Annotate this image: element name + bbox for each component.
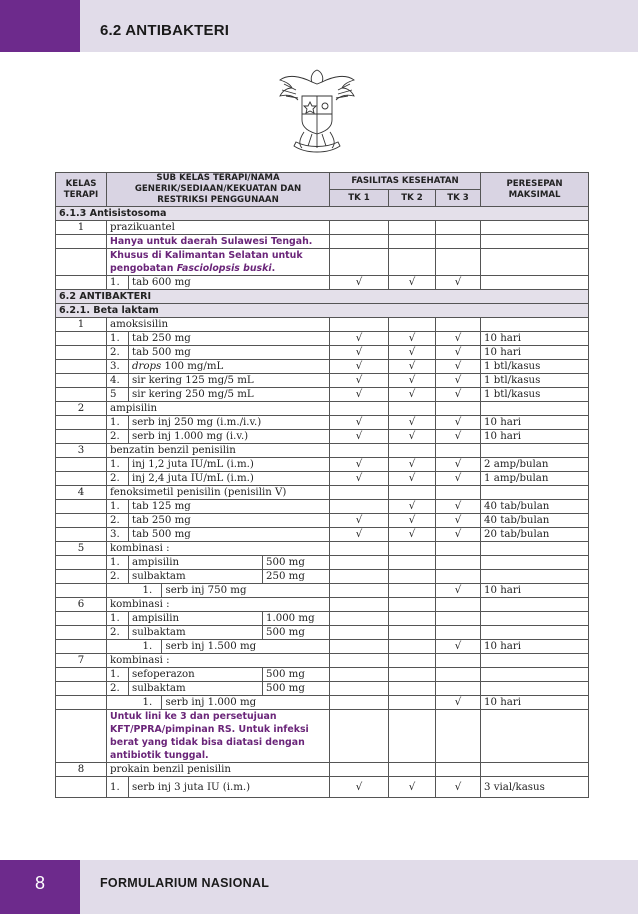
table-cell (330, 682, 389, 696)
table-cell: 10 hari (481, 346, 589, 360)
table-row (56, 682, 589, 696)
table-cell (436, 710, 481, 763)
table-cell: serb inj 1.000 mg (i.v.) (129, 430, 330, 444)
table-cell: 2. (107, 472, 129, 486)
table-cell (436, 444, 481, 458)
check-mark: √ (389, 346, 436, 360)
garuda-emblem-icon (272, 62, 362, 158)
table-cell: ampisilin (129, 612, 263, 626)
table-cell: 10 hari (481, 430, 589, 444)
table-cell (389, 402, 436, 416)
check-mark: √ (330, 416, 389, 430)
table-cell: 5 (56, 542, 107, 556)
table-cell: 1. (107, 777, 129, 798)
table-cell: 6.1.3 Antisistosoma (56, 207, 589, 221)
header-sub-kelas: SUB KELAS TERAPI/NAMA GENERIK/SEDIAAN/KEKUATAN DAN RESTRIKSI PENGGUNAAN (107, 173, 330, 207)
check-mark: √ (389, 276, 436, 290)
table-cell: 4 (56, 486, 107, 500)
table-cell: 2. (107, 430, 129, 444)
table-cell (389, 221, 436, 235)
table-cell: kombinasi : (107, 598, 330, 612)
table-cell: tab 500 mg (129, 346, 330, 360)
table-row (56, 402, 589, 416)
table-cell (481, 668, 589, 682)
table-cell (436, 221, 481, 235)
table-row (56, 640, 589, 654)
kelas-no: 1 (56, 221, 107, 235)
table-cell (436, 402, 481, 416)
table-cell: ampisilin (107, 402, 330, 416)
table-cell (436, 668, 481, 682)
check-mark: √ (436, 388, 481, 402)
check-mark: √ (436, 430, 481, 444)
table-cell: 3 (56, 444, 107, 458)
table-cell (330, 763, 389, 777)
table-cell: sir kering 125 mg/5 mL (129, 374, 330, 388)
table-cell (389, 763, 436, 777)
check-mark: √ (389, 528, 436, 542)
header-peresepan: PERESEPAN MAKSIMAL (481, 173, 589, 207)
table-cell: 6 (56, 598, 107, 612)
table-cell: benzatin benzil penisilin (107, 444, 330, 458)
table-cell: 1 btl/kasus (481, 374, 589, 388)
table-row (56, 249, 589, 276)
table-cell (107, 640, 129, 654)
table-cell (389, 235, 436, 249)
table-row (56, 430, 589, 444)
table-cell (389, 249, 436, 276)
table-cell (481, 486, 589, 500)
section-row (56, 290, 589, 304)
table-row (56, 458, 589, 472)
table-cell: ampisilin (129, 556, 263, 570)
table-cell (56, 458, 107, 472)
table-cell (436, 598, 481, 612)
drug-name: prazikuantel (107, 221, 330, 235)
table-cell (481, 763, 589, 777)
table-cell: sir kering 250 mg/5 mL (129, 388, 330, 402)
check-mark: √ (436, 500, 481, 514)
table-cell (481, 444, 589, 458)
table-cell: 1. (107, 458, 129, 472)
table-cell (436, 318, 481, 332)
table-cell (389, 626, 436, 640)
table-cell: 6.2.1. Beta laktam (56, 304, 589, 318)
table-cell (56, 388, 107, 402)
table-cell (56, 235, 107, 249)
check-mark: √ (436, 777, 481, 798)
table-cell (389, 444, 436, 458)
table-cell (330, 668, 389, 682)
header-bar (0, 0, 638, 52)
table-cell (107, 696, 129, 710)
table-cell (56, 612, 107, 626)
check-mark: √ (436, 640, 481, 654)
check-mark: √ (436, 514, 481, 528)
check-mark: √ (389, 360, 436, 374)
table-row (56, 777, 589, 798)
table-row (56, 388, 589, 402)
table-cell (481, 682, 589, 696)
check-mark: √ (436, 584, 481, 598)
table-cell: inj 2,4 juta IU/mL (i.m.) (129, 472, 330, 486)
table-cell (389, 654, 436, 668)
table-cell (481, 402, 589, 416)
check-mark: √ (389, 374, 436, 388)
table-cell (56, 346, 107, 360)
table-cell: drops 100 mg/mL (129, 360, 330, 374)
table-cell (389, 556, 436, 570)
table-cell: 2. (107, 626, 129, 640)
table-cell: inj 1,2 juta IU/mL (i.m.) (129, 458, 330, 472)
check-mark: √ (330, 388, 389, 402)
table-cell (389, 584, 436, 598)
table-row (56, 626, 589, 640)
table-cell (389, 318, 436, 332)
table-cell (436, 654, 481, 668)
table-cell: tab 600 mg (129, 276, 330, 290)
check-mark: √ (436, 360, 481, 374)
table-cell (436, 486, 481, 500)
check-mark: √ (330, 458, 389, 472)
table-cell (330, 249, 389, 276)
table-cell (481, 556, 589, 570)
table-cell (389, 696, 436, 710)
table-row (56, 556, 589, 570)
check-mark: √ (436, 416, 481, 430)
table-cell (330, 402, 389, 416)
check-mark: √ (436, 696, 481, 710)
table-cell: 1. serb inj 1.000 mg (129, 696, 330, 710)
table-cell (56, 556, 107, 570)
table-cell: tab 250 mg (129, 332, 330, 346)
table-cell (330, 318, 389, 332)
restriction-note: Hanya untuk daerah Sulawesi Tengah. (107, 235, 330, 249)
table-cell: 2 amp/bulan (481, 458, 589, 472)
page-number: 8 (34, 873, 45, 893)
table-cell (330, 626, 389, 640)
table-cell: sulbaktam (129, 682, 263, 696)
table-cell: 1. serb inj 1.500 mg (129, 640, 330, 654)
table-cell: 1. (107, 332, 129, 346)
table-cell: 1. (107, 556, 129, 570)
table-row (56, 346, 589, 360)
table-cell (389, 710, 436, 763)
header-tk2: TK 2 (389, 190, 436, 207)
table-row (56, 374, 589, 388)
footer-bar (0, 860, 638, 914)
table-cell: 1 amp/bulan (481, 472, 589, 486)
check-mark: √ (436, 332, 481, 346)
table-cell (481, 710, 589, 763)
table-cell (481, 598, 589, 612)
table-cell (389, 598, 436, 612)
table-cell: 10 hari (481, 332, 589, 346)
table-cell (56, 360, 107, 374)
table-cell (389, 668, 436, 682)
table-cell (56, 570, 107, 584)
check-mark: √ (389, 388, 436, 402)
table-cell: prokain benzil penisilin (107, 763, 330, 777)
table-cell (56, 528, 107, 542)
table-cell (56, 777, 107, 798)
table-cell: sefoperazon (129, 668, 263, 682)
table-cell (389, 570, 436, 584)
check-mark: √ (436, 458, 481, 472)
table-cell (56, 472, 107, 486)
table-cell (56, 514, 107, 528)
table-cell (481, 235, 589, 249)
footer-title: FORMULARIUM NASIONAL (100, 876, 270, 890)
table-row (56, 514, 589, 528)
table-cell (56, 416, 107, 430)
table-cell (389, 682, 436, 696)
table-cell: tab 500 mg (129, 528, 330, 542)
table-cell (389, 612, 436, 626)
check-mark: √ (389, 514, 436, 528)
table-cell: 2 (56, 402, 107, 416)
table-cell: 10 hari (481, 584, 589, 598)
table-cell (56, 710, 107, 763)
check-mark: √ (389, 332, 436, 346)
table-row (56, 500, 589, 514)
table-row (56, 318, 589, 332)
header-tk3: TK 3 (436, 190, 481, 207)
table-cell: 2. (107, 346, 129, 360)
check-mark: √ (330, 374, 389, 388)
check-mark: √ (330, 472, 389, 486)
table-row (56, 654, 589, 668)
check-mark: √ (330, 332, 389, 346)
table-row (56, 584, 589, 598)
check-mark: √ (330, 276, 389, 290)
table-cell: 2. (107, 570, 129, 584)
table-cell (330, 640, 389, 654)
table-cell: 2. (107, 514, 129, 528)
check-mark: √ (436, 276, 481, 290)
table-row (56, 221, 589, 235)
table-cell (56, 682, 107, 696)
table-cell (481, 654, 589, 668)
table-cell (330, 542, 389, 556)
table-row (56, 668, 589, 682)
table-cell (330, 584, 389, 598)
header-kelas-terapi: KELAS TERAPI (56, 173, 107, 207)
restriction-note: Untuk lini ke 3 dan persetujuan KFT/PPRA/pimpinan RS. Untuk infeksi berat yang tidak bisa diatasi dengan antibiotik tunggal. (107, 710, 330, 763)
table-cell (436, 235, 481, 249)
table-row (56, 763, 589, 777)
table-cell: serb inj 3 juta IU (i.m.) (129, 777, 330, 798)
table-cell: 500 mg (263, 668, 330, 682)
check-mark: √ (389, 500, 436, 514)
header-tk1: TK 1 (330, 190, 389, 207)
table-cell: sulbaktam (129, 570, 263, 584)
table-cell (56, 249, 107, 276)
table-cell: 1 btl/kasus (481, 360, 589, 374)
table-cell (56, 668, 107, 682)
table-cell (436, 626, 481, 640)
table-row (56, 416, 589, 430)
check-mark: √ (330, 514, 389, 528)
table-cell (330, 612, 389, 626)
table-cell: 250 mg (263, 570, 330, 584)
check-mark: √ (389, 458, 436, 472)
table-cell (436, 542, 481, 556)
table-cell (330, 654, 389, 668)
check-mark: √ (389, 430, 436, 444)
table-cell (330, 486, 389, 500)
table-cell: 1. (107, 416, 129, 430)
table-cell: 1 (56, 318, 107, 332)
table-cell: 8 (56, 763, 107, 777)
table-cell (330, 235, 389, 249)
table-cell: 40 tab/bulan (481, 500, 589, 514)
section-row (56, 207, 589, 221)
table-row (56, 276, 589, 290)
table-row (56, 542, 589, 556)
check-mark: √ (330, 346, 389, 360)
table-cell: kombinasi : (107, 654, 330, 668)
table-cell (330, 696, 389, 710)
table-cell (481, 276, 589, 290)
table-cell (330, 598, 389, 612)
table-cell: tab 125 mg (129, 500, 330, 514)
table-cell (481, 612, 589, 626)
table-cell (107, 584, 129, 598)
table-cell: 1. (107, 668, 129, 682)
table-cell (330, 570, 389, 584)
table-cell: 1. serb inj 750 mg (129, 584, 330, 598)
table-cell (481, 542, 589, 556)
restriction-note: Khusus di Kalimantan Selatan untuk pengobatan Fasciolopsis buski. (107, 249, 330, 276)
table-row (56, 696, 589, 710)
table-row (56, 598, 589, 612)
table-cell: 1.000 mg (263, 612, 330, 626)
table-cell: 500 mg (263, 682, 330, 696)
table-cell (330, 710, 389, 763)
table-cell: 10 hari (481, 640, 589, 654)
check-mark: √ (330, 777, 389, 798)
table-cell (436, 556, 481, 570)
table-cell: 3 vial/kasus (481, 777, 589, 798)
table-cell (330, 556, 389, 570)
table-cell (56, 696, 107, 710)
table-row (56, 570, 589, 584)
table-cell (330, 444, 389, 458)
check-mark: √ (330, 360, 389, 374)
table-cell: 1. (107, 612, 129, 626)
table-cell (330, 500, 389, 514)
table-cell: sulbaktam (129, 626, 263, 640)
table-row (56, 444, 589, 458)
table-cell: 20 tab/bulan (481, 528, 589, 542)
check-mark: √ (436, 346, 481, 360)
table-cell (436, 682, 481, 696)
table-cell (389, 542, 436, 556)
check-mark: √ (436, 472, 481, 486)
table-cell (389, 640, 436, 654)
table-row (56, 360, 589, 374)
table-row (56, 528, 589, 542)
table-cell: 7 (56, 654, 107, 668)
header-accent (0, 0, 80, 52)
check-mark: √ (436, 374, 481, 388)
table-cell: 500 mg (263, 556, 330, 570)
table-cell: tab 250 mg (129, 514, 330, 528)
table-cell (481, 221, 589, 235)
check-mark: √ (389, 416, 436, 430)
table-cell: 1. (107, 500, 129, 514)
table-cell (56, 626, 107, 640)
table-row (56, 332, 589, 346)
table-cell: 1. (107, 276, 129, 290)
check-mark: √ (436, 528, 481, 542)
table-cell: fenoksimetil penisilin (penisilin V) (107, 486, 330, 500)
obat-table (55, 172, 589, 798)
table-cell: 2. (107, 682, 129, 696)
table-header-row (56, 173, 589, 190)
table-cell: 10 hari (481, 416, 589, 430)
table-cell: amoksisilin (107, 318, 330, 332)
table-cell (436, 763, 481, 777)
table-row (56, 612, 589, 626)
table-cell (481, 249, 589, 276)
table-cell (389, 486, 436, 500)
check-mark: √ (330, 430, 389, 444)
table-cell: 6.2 ANTIBAKTERI (56, 290, 589, 304)
check-mark: √ (330, 528, 389, 542)
table-cell: 3. (107, 528, 129, 542)
table-cell: 500 mg (263, 626, 330, 640)
table-cell (436, 612, 481, 626)
table-cell: 1 btl/kasus (481, 388, 589, 402)
table-cell: 4. (107, 374, 129, 388)
check-mark: √ (389, 777, 436, 798)
table-cell (56, 332, 107, 346)
page-title: 6.2 ANTIBAKTERI (100, 22, 230, 39)
section-row (56, 304, 589, 318)
table-cell (56, 500, 107, 514)
table-cell (56, 430, 107, 444)
table-row (56, 486, 589, 500)
table-cell: 40 tab/bulan (481, 514, 589, 528)
header-fasilitas: FASILITAS KESEHATAN (330, 173, 481, 190)
table-row (56, 235, 589, 249)
table-cell: 10 hari (481, 696, 589, 710)
table-row (56, 710, 589, 763)
table-cell (481, 570, 589, 584)
table-cell: 5 (107, 388, 129, 402)
table-cell: kombinasi : (107, 542, 330, 556)
table-cell (56, 640, 107, 654)
table-cell (481, 318, 589, 332)
check-mark: √ (389, 472, 436, 486)
table-cell (436, 249, 481, 276)
table-cell: 3. (107, 360, 129, 374)
table-cell: serb inj 250 mg (i.m./i.v.) (129, 416, 330, 430)
table-cell (330, 221, 389, 235)
table-row (56, 472, 589, 486)
table-cell (481, 626, 589, 640)
table-cell (56, 374, 107, 388)
table-cell (436, 570, 481, 584)
table-cell (56, 276, 107, 290)
table-cell (56, 584, 107, 598)
